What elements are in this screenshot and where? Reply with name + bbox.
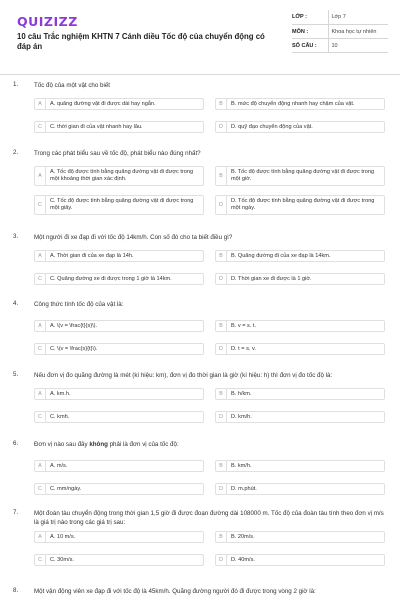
option-a[interactable]: [34, 166, 204, 186]
option-text: D. t = s. v.: [231, 345, 256, 352]
option-text: D. m.phút.: [231, 485, 257, 492]
option-text: C. Tốc độ được tính bằng quãng đường vật đi được trong một giây.: [50, 198, 194, 211]
meta-value: Khoa học tự nhiên: [328, 24, 388, 38]
option-d[interactable]: [215, 195, 385, 215]
question-text: Nếu đơn vị đo quãng đường là mét (kí hiệu: km), đơn vị đo thời gian là giờ (kí hiệu: h) thì đơn vị đo tốc độ là:: [34, 372, 333, 379]
header-divider: [0, 74, 400, 75]
option-a[interactable]: [34, 250, 204, 262]
question-text-emphasis: không: [89, 441, 108, 448]
option-b[interactable]: [215, 250, 385, 262]
option-letter: C: [35, 412, 46, 422]
option-letter: A: [35, 167, 46, 185]
option-letter: A: [35, 461, 46, 471]
option-d[interactable]: [215, 273, 385, 285]
option-c[interactable]: [34, 554, 204, 566]
option-letter: A: [35, 532, 46, 542]
document-title: 10 câu Trắc nghiệm KHTN 7 Cánh diều Tốc độ của chuyển động có đáp án: [17, 32, 265, 51]
option-letter: B: [216, 251, 227, 261]
option-a[interactable]: [34, 460, 204, 472]
question-number: 7.: [13, 509, 19, 516]
option-letter: B: [216, 99, 227, 109]
document-header: [0, 0, 400, 74]
question-text: Trong các phát biểu sau về tốc độ, phát biểu nào đúng nhất?: [34, 150, 201, 157]
option-c[interactable]: [34, 273, 204, 285]
meta-key: MÔN :: [292, 24, 328, 38]
option-letter: B: [216, 321, 227, 331]
option-c[interactable]: [34, 343, 204, 355]
option-letter: A: [35, 321, 46, 331]
option-text: B. mức độ chuyển động nhanh hay chậm của vật.: [231, 100, 355, 107]
option-text: A. quãng đường vật đi được dài hay ngắn.: [50, 100, 156, 107]
option-letter: B: [216, 167, 227, 185]
option-c[interactable]: [34, 483, 204, 495]
option-b[interactable]: [215, 388, 385, 400]
question-text: [34, 440, 384, 449]
option-letter: B: [216, 389, 227, 399]
option-letter: A: [35, 389, 46, 399]
option-d[interactable]: [215, 121, 385, 133]
question-text: Một vận động viên xe đạp đi với tốc độ là 45km/h. Quãng đường người đó đi được trong vòng 2 giờ là:: [34, 588, 316, 595]
option-text: D. km/h.: [231, 413, 252, 420]
option-text: C. thời gian đi của vật nhanh hay lâu.: [50, 123, 143, 130]
question-number: 2.: [13, 149, 19, 156]
option-text: C. kmh.: [50, 413, 70, 420]
option-letter: A: [35, 99, 46, 109]
option-letter: C: [35, 196, 46, 214]
option-letter: D: [216, 122, 227, 132]
option-letter: B: [216, 461, 227, 471]
question-number: 8.: [13, 587, 19, 594]
option-letter: D: [216, 484, 227, 494]
option-text: B. Tốc độ được tính bằng quãng đường vật đi được trong một giờ.: [231, 169, 375, 182]
option-letter: D: [216, 196, 227, 214]
question-text-before: Đơn vị nào sau đây: [34, 441, 90, 448]
option-text: C. \(v = \frac{s}{t}\).: [50, 345, 98, 352]
option-text: C. mm/ngày.: [50, 485, 82, 492]
option-b[interactable]: [215, 320, 385, 332]
question-text: Một người đi xe đạp đi với tốc độ 14km/h. Con số đó cho ta biết điều gì?: [34, 234, 233, 241]
question-number: 3.: [13, 233, 19, 240]
meta-value: 10: [328, 38, 388, 52]
option-text: A. km.h.: [50, 390, 71, 397]
option-d[interactable]: [215, 554, 385, 566]
meta-row-subject: [292, 24, 388, 38]
meta-table: [292, 10, 388, 53]
option-letter: C: [35, 344, 46, 354]
option-text: D. 40m/s.: [231, 556, 255, 563]
option-b[interactable]: [215, 98, 385, 110]
option-letter: D: [216, 274, 227, 284]
option-letter: A: [35, 251, 46, 261]
meta-key: LỚP :: [292, 10, 328, 24]
option-letter: B: [216, 532, 227, 542]
option-d[interactable]: [215, 483, 385, 495]
meta-value: Lớp 7: [328, 10, 388, 24]
option-text: A. \(v = \frac{t}{s}\).: [50, 322, 98, 329]
option-text: A. Tốc độ được tính bằng quãng đường vật đi được trong một khoảng thời gian xác định.: [50, 169, 194, 182]
option-text: B. v = s. t.: [231, 322, 257, 329]
option-c[interactable]: [34, 411, 204, 423]
question-number: 4.: [13, 300, 19, 307]
option-text: B. 20m/s.: [231, 533, 255, 540]
option-text: A. m/s.: [50, 462, 68, 469]
option-d[interactable]: [215, 343, 385, 355]
question-number: 5.: [13, 371, 19, 378]
option-text: B. Quãng đường đi của xe đạp là 14km.: [231, 252, 331, 259]
meta-row-grade: [292, 10, 388, 24]
option-text: B. km/h.: [231, 462, 252, 469]
option-text: B. h/km.: [231, 390, 252, 397]
option-letter: C: [35, 484, 46, 494]
option-letter: D: [216, 555, 227, 565]
option-c[interactable]: [34, 121, 204, 133]
option-letter: C: [35, 122, 46, 132]
meta-row-count: [292, 38, 388, 52]
option-text: D. Thời gian xe đi được là 1 giờ.: [231, 275, 312, 282]
option-a[interactable]: [34, 320, 204, 332]
option-letter: D: [216, 344, 227, 354]
option-text: A. 10 m/s.: [50, 533, 76, 540]
option-b[interactable]: [215, 166, 385, 186]
meta-key: SỐ CÂU :: [292, 38, 328, 52]
question-text: Tốc độ của một vật cho biết: [34, 82, 111, 89]
question-text: Công thức tính tốc độ của vật là:: [34, 301, 124, 308]
option-c[interactable]: [34, 195, 204, 215]
option-letter: C: [35, 274, 46, 284]
option-text: A. Thời gian đi của xe đạp là 14h.: [50, 252, 134, 259]
quizizz-logo: QUIZIZZ: [17, 14, 78, 29]
option-letter: D: [216, 412, 227, 422]
question-number: 6.: [13, 440, 19, 447]
question-number: 1.: [13, 81, 19, 88]
option-d[interactable]: [215, 411, 385, 423]
option-letter: C: [35, 555, 46, 565]
option-a[interactable]: [34, 98, 204, 110]
option-text: D. quỹ đạo chuyển động của vật.: [231, 123, 313, 130]
option-a[interactable]: [34, 388, 204, 400]
question-text: Một đoàn tàu chuyển động trong thời gian 1,5 giờ đi được đoạn đường dài 108000 m. Tốc độ của đoàn tàu tính theo đơn vị m/s là giá trị nào trong các giá trị sau:: [34, 510, 384, 526]
option-text: C. 30m/s.: [50, 556, 74, 563]
option-b[interactable]: [215, 460, 385, 472]
option-b[interactable]: [215, 531, 385, 543]
option-a[interactable]: [34, 531, 204, 543]
question-text-after: phải là đơn vị của tốc độ:: [107, 441, 179, 448]
option-text: C. Quãng đường xe đi được trong 1 giờ là 14km.: [50, 275, 172, 282]
option-text: D. Tốc độ được tính bằng quãng đường vật đi được trong một ngày.: [231, 198, 375, 211]
